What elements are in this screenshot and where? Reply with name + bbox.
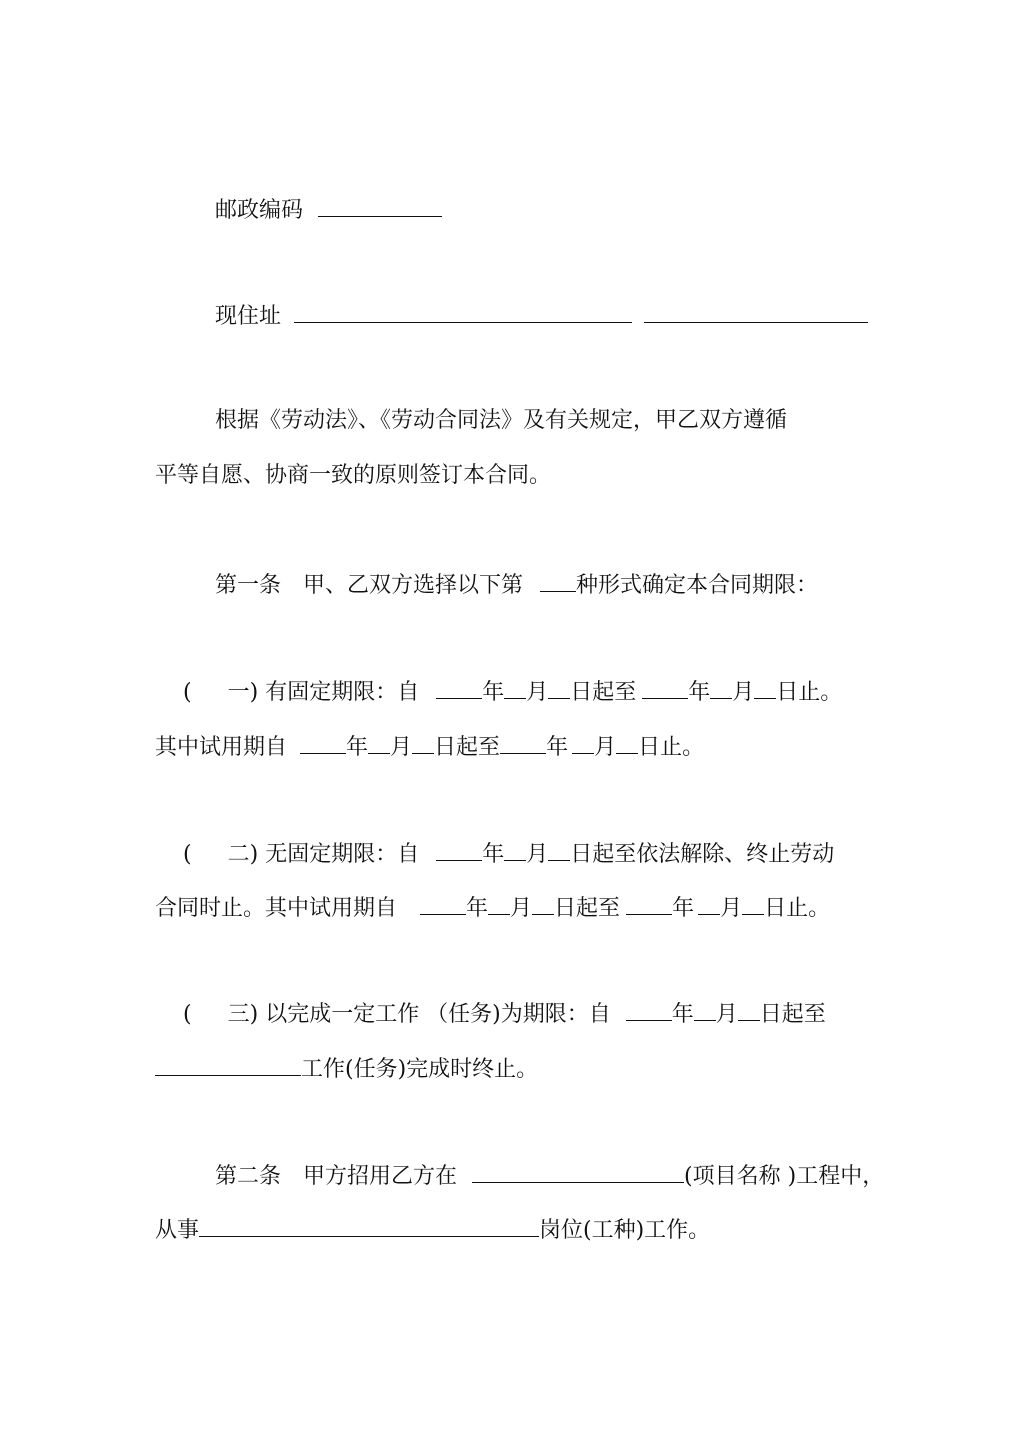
- article-2-line-1: [215, 1160, 884, 1190]
- address-line: [215, 300, 868, 330]
- month-label: 月: [594, 735, 617, 760]
- intro-text-2: 平等自愿、协商一致的原则签订本合同。: [155, 463, 552, 488]
- day-from-to-label: 日起至: [570, 680, 637, 705]
- year-label: 年: [546, 735, 569, 760]
- item-3-line-2: [155, 1053, 538, 1083]
- item-2-trial-start-year-blank[interactable]: [420, 892, 466, 915]
- item-1-num: 一): [227, 680, 259, 705]
- item-1-trial-start-month-blank[interactable]: [368, 731, 390, 754]
- article-1-line: [215, 569, 818, 599]
- item-2-line-2: [155, 892, 830, 922]
- item-1-start-year-blank[interactable]: [436, 676, 482, 699]
- item-1-end-month-blank[interactable]: [710, 676, 732, 699]
- year-label: 年: [482, 842, 505, 867]
- item-2-l2-lead: 合同时止。其中试用期自: [155, 896, 398, 921]
- article-1-text-a: 甲、乙双方选择以下第: [303, 573, 524, 598]
- address-label: 现住址: [215, 304, 282, 329]
- postcode-blank[interactable]: [318, 194, 442, 217]
- intro-line-2: [155, 461, 551, 491]
- item-1-line-2: [155, 731, 704, 761]
- item-1-trial-start-day-blank[interactable]: [412, 731, 434, 754]
- item-1-line-1: [183, 676, 842, 706]
- item-3-lead: 以完成一定工作 （任务)为期限：自: [265, 1002, 611, 1027]
- year-label: 年: [346, 735, 369, 760]
- intro-line-1: [215, 406, 787, 436]
- article-2-text-b: (项目名称 )工程中，: [684, 1164, 885, 1189]
- month-label: 月: [720, 896, 743, 921]
- item-3-start-month-blank[interactable]: [694, 998, 716, 1021]
- year-label: 年: [672, 896, 695, 921]
- year-label: 年: [466, 896, 489, 921]
- day-end-label: 日止。: [776, 680, 843, 705]
- item-1-trial-end-month-blank[interactable]: [572, 731, 594, 754]
- item-2-trial-start-month-blank[interactable]: [488, 892, 510, 915]
- item-1-start-month-blank[interactable]: [504, 676, 526, 699]
- item-1-trial-lead: 其中试用期自: [155, 735, 288, 760]
- address-blank-2[interactable]: [644, 300, 868, 323]
- item-2-trial-end-day-blank[interactable]: [742, 892, 764, 915]
- year-label: 年: [688, 680, 711, 705]
- item-2-trial-end-month-blank[interactable]: [698, 892, 720, 915]
- address-blank-1[interactable]: [294, 300, 632, 323]
- article-2-line-2: [155, 1214, 710, 1244]
- day-from-to-label: 日起至: [434, 735, 501, 760]
- day-end-label: 日止。: [638, 735, 705, 760]
- month-label: 月: [390, 735, 413, 760]
- item-3-line-1: [183, 998, 826, 1028]
- article-2-number: 第二条: [215, 1164, 282, 1189]
- article-1-number: 第一条: [215, 573, 282, 598]
- month-label: 月: [715, 1002, 738, 1027]
- item-2-tail: 日起至依法解除、终止劳动: [570, 842, 835, 867]
- item-2-line-1: [183, 838, 834, 868]
- item-2-start-month-blank[interactable]: [504, 838, 526, 861]
- day-end-label: 日止。: [764, 896, 831, 921]
- item-3-num: 三): [227, 1002, 259, 1027]
- item-1-trial-start-year-blank[interactable]: [300, 731, 346, 754]
- item-1-end-day-blank[interactable]: [754, 676, 776, 699]
- intro-text-1: 根据《劳动法》、《劳动合同法》及有关规定，甲乙双方遵循: [215, 408, 788, 433]
- item-1-trial-end-day-blank[interactable]: [616, 731, 638, 754]
- article-1-text-b: 种形式确定本合同期限：: [576, 573, 819, 598]
- item-3-start-year-blank[interactable]: [626, 998, 672, 1021]
- item-2-trial-start-day-blank[interactable]: [532, 892, 554, 915]
- item-2-num: 二): [227, 842, 259, 867]
- item-3-paren: (: [183, 1002, 192, 1027]
- item-1-paren: (: [183, 680, 192, 705]
- year-label: 年: [482, 680, 505, 705]
- item-3-start-day-blank[interactable]: [738, 998, 760, 1021]
- item-3-task-blank[interactable]: [155, 1053, 301, 1076]
- postcode-line: [215, 194, 442, 224]
- article-2-l2-lead: 从事: [155, 1218, 200, 1243]
- day-from-to-label: 日起至: [554, 896, 621, 921]
- item-1-trial-end-year-blank[interactable]: [500, 731, 546, 754]
- item-3-l2-tail: 工作(任务)完成时终止。: [301, 1057, 539, 1082]
- item-2-lead: 无固定期限：自: [265, 842, 420, 867]
- item-2-start-day-blank[interactable]: [548, 838, 570, 861]
- item-2-trial-end-year-blank[interactable]: [626, 892, 672, 915]
- year-label: 年: [671, 1002, 694, 1027]
- month-label: 月: [526, 680, 549, 705]
- position-blank[interactable]: [199, 1214, 539, 1237]
- item-1-lead: 有固定期限：自: [265, 680, 420, 705]
- month-label: 月: [732, 680, 755, 705]
- article-1-choice-blank[interactable]: [540, 569, 576, 592]
- item-2-start-year-blank[interactable]: [436, 838, 482, 861]
- item-1-end-year-blank[interactable]: [642, 676, 688, 699]
- project-name-blank[interactable]: [472, 1160, 684, 1183]
- month-label: 月: [526, 842, 549, 867]
- month-label: 月: [510, 896, 533, 921]
- postcode-label: 邮政编码: [215, 198, 304, 223]
- day-from-to-label: 日起至: [759, 1002, 826, 1027]
- article-2-l2-tail: 岗位(工种)工作。: [539, 1218, 711, 1243]
- item-1-start-day-blank[interactable]: [548, 676, 570, 699]
- article-2-text-a: 甲方招用乙方在: [303, 1164, 458, 1189]
- item-2-paren: (: [183, 842, 192, 867]
